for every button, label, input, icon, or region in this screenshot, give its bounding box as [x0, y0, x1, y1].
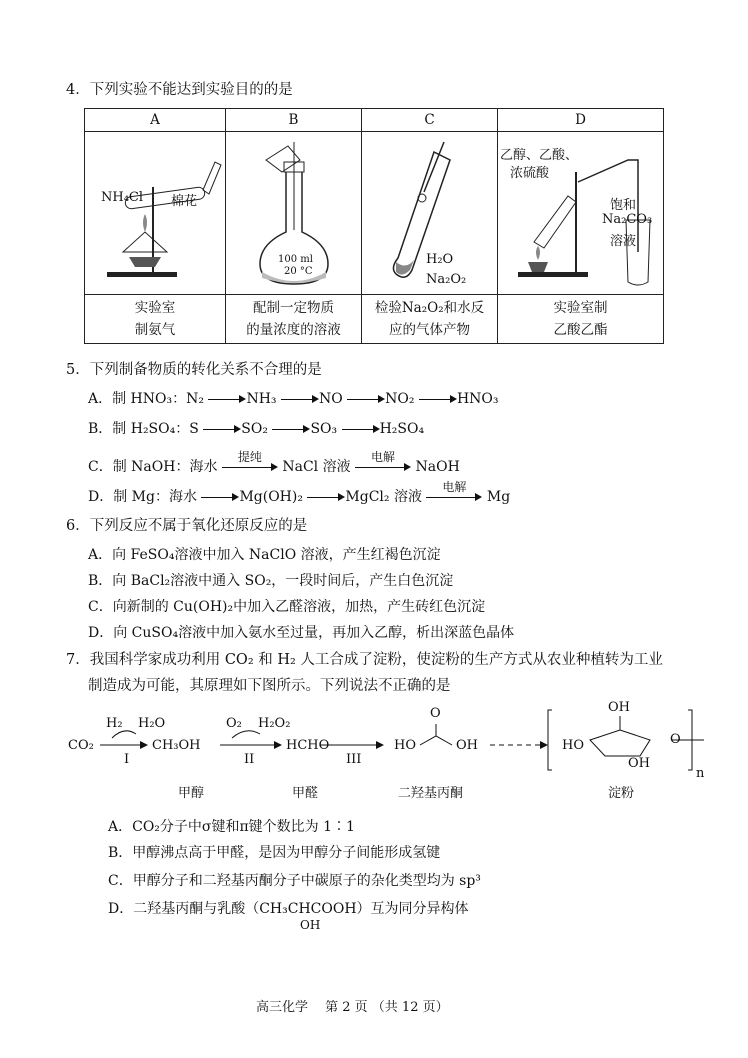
arrow-icon [281, 394, 319, 404]
q6-option-c: C．向新制的 Cu(OH)₂中加入乙醛溶液，加热，产生砖红色沉淀 [88, 599, 486, 615]
q5-stem: 5．下列制备物质的转化关系不合理的是 [66, 362, 322, 378]
arrow-icon [419, 394, 457, 404]
dha-o: O [430, 706, 441, 721]
apparatus-c [362, 132, 498, 295]
q5-option-b: B．制 H₂SO₄：S SO₂ SO₃ H₂SO₄ [88, 421, 425, 437]
label-reagents: 乙醇、乙酸、 [500, 148, 579, 163]
q5-option-c: C．制 NaOH：海水 提纯 NaCl 溶液 电解 NaOH [88, 450, 460, 475]
step-3: III [346, 752, 362, 767]
arrow-icon [272, 424, 310, 434]
dha-oh: OH [456, 738, 478, 753]
co2-label: CO₂ [68, 738, 94, 753]
step-2: II [244, 752, 255, 767]
q4-stem: 4．下列实验不能达到实验目的的是 [66, 82, 293, 98]
name-starch: 淀粉 [608, 786, 635, 801]
q7-option-b: B．甲醇沸点高于甲醛，是因为甲醇分子间能形成氢键 [108, 845, 441, 861]
label-saturated: 饱和 [610, 198, 637, 213]
q7-option-a: A．CO₂分子中σ键和π键个数比为 1∶1 [108, 819, 355, 835]
q6-stem: 6．下列反应不属于氧化还原反应的是 [66, 518, 308, 534]
starch-n: n [696, 766, 705, 781]
q5-option-d: D．制 Mg：海水 Mg(OH)₂ MgCl₂ 溶液 电解 Mg [88, 480, 511, 505]
ch3oh-label: CH₃OH [152, 738, 201, 753]
label-cotton: 棉花 [171, 194, 198, 209]
name-dha: 二羟基丙酮 [398, 786, 464, 801]
q6-option-b: B．向 BaCl₂溶液中通入 SO₂，一段时间后，产生白色沉淀 [88, 573, 454, 589]
name-formaldehyde: 甲醛 [292, 786, 319, 801]
caption-a: 实验室 制氨气 [85, 295, 226, 344]
caption-b: 配制一定物质 的量浓度的溶液 [226, 295, 362, 344]
dha-ho: HO [394, 738, 416, 753]
hcho-label: HCHO [286, 738, 330, 753]
label-nh4cl: NH₄Cl [101, 190, 144, 205]
arrow-icon [208, 394, 246, 404]
apparatus-b [226, 132, 362, 295]
step-1: I [124, 752, 130, 767]
h2o2-label: H₂O₂ [258, 716, 291, 731]
starch-oh2: OH [628, 756, 650, 771]
h2-label: H₂ [106, 716, 123, 731]
arrow-icon: 提纯 [222, 462, 278, 472]
ammonia-apparatus-icon [85, 132, 225, 290]
label-na2o2: Na₂O₂ [426, 272, 467, 287]
arrow-icon [347, 394, 385, 404]
q7-option-d: D．二羟基丙酮与乳酸（CH₃CHCOOH）互为同分异构体 [108, 901, 469, 917]
q4-experiment-table [84, 108, 664, 344]
q6-option-d: D．向 CuSO₄溶液中加入氨水至过量，再加入乙醇，析出深蓝色晶体 [88, 625, 515, 641]
apparatus-a [85, 132, 226, 295]
q6-option-a: A．向 FeSO₄溶液中加入 NaClO 溶液，产生红褐色沉淀 [88, 547, 441, 563]
header-b: B [226, 109, 362, 132]
q7-line2: 制造成为可能，其原理如下图所示。下列说法不正确的是 [88, 678, 451, 694]
starch-ho: HO [562, 738, 584, 753]
q7-option-c: C．甲醇分子和二羟基丙酮分子中碳原子的杂化类型均为 sp³ [108, 873, 481, 889]
label-water: H₂O [426, 252, 454, 267]
header-c: C [362, 109, 498, 132]
header-d: D [498, 109, 664, 132]
starch-o: O [670, 732, 681, 747]
q7-line1: 7．我国科学家成功利用 CO₂ 和 H₂ 人工合成了淀粉，使淀粉的生产方式从农业种植转为工业 [66, 652, 663, 668]
label-volume: 100 ml [278, 254, 313, 265]
caption-d: 实验室制 乙酸乙酯 [498, 295, 664, 344]
caption-c: 检验Na₂O₂和水反 应的气体产物 [362, 295, 498, 344]
arrow-icon [201, 492, 239, 502]
label-na2co3: Na₂CO₃ [602, 212, 653, 227]
name-methanol: 甲醇 [178, 786, 205, 801]
header-a: A [85, 109, 226, 132]
arrow-icon [203, 424, 241, 434]
arrow-icon [342, 424, 380, 434]
o2-label: O₂ [226, 716, 242, 731]
label-acid: 浓硫酸 [510, 166, 550, 181]
label-solution: 溶液 [610, 234, 637, 249]
arrow-icon: 电解 [426, 492, 482, 502]
starch-synthesis-scheme [60, 700, 720, 810]
q7-oh-substituent: OH [300, 918, 321, 932]
page-footer: 高三化学 第 2 页 （共 12 页） [256, 1000, 449, 1015]
label-temp: 20 °C [284, 266, 313, 277]
h2o-label: H₂O [138, 716, 166, 731]
q5-option-a: A．制 HNO₃：N₂ NH₃ NO NO₂ HNO₃ [88, 391, 499, 407]
arrow-icon: 电解 [355, 462, 411, 472]
apparatus-d [498, 132, 664, 295]
starch-oh1: OH [608, 700, 630, 715]
arrow-icon [307, 492, 345, 502]
